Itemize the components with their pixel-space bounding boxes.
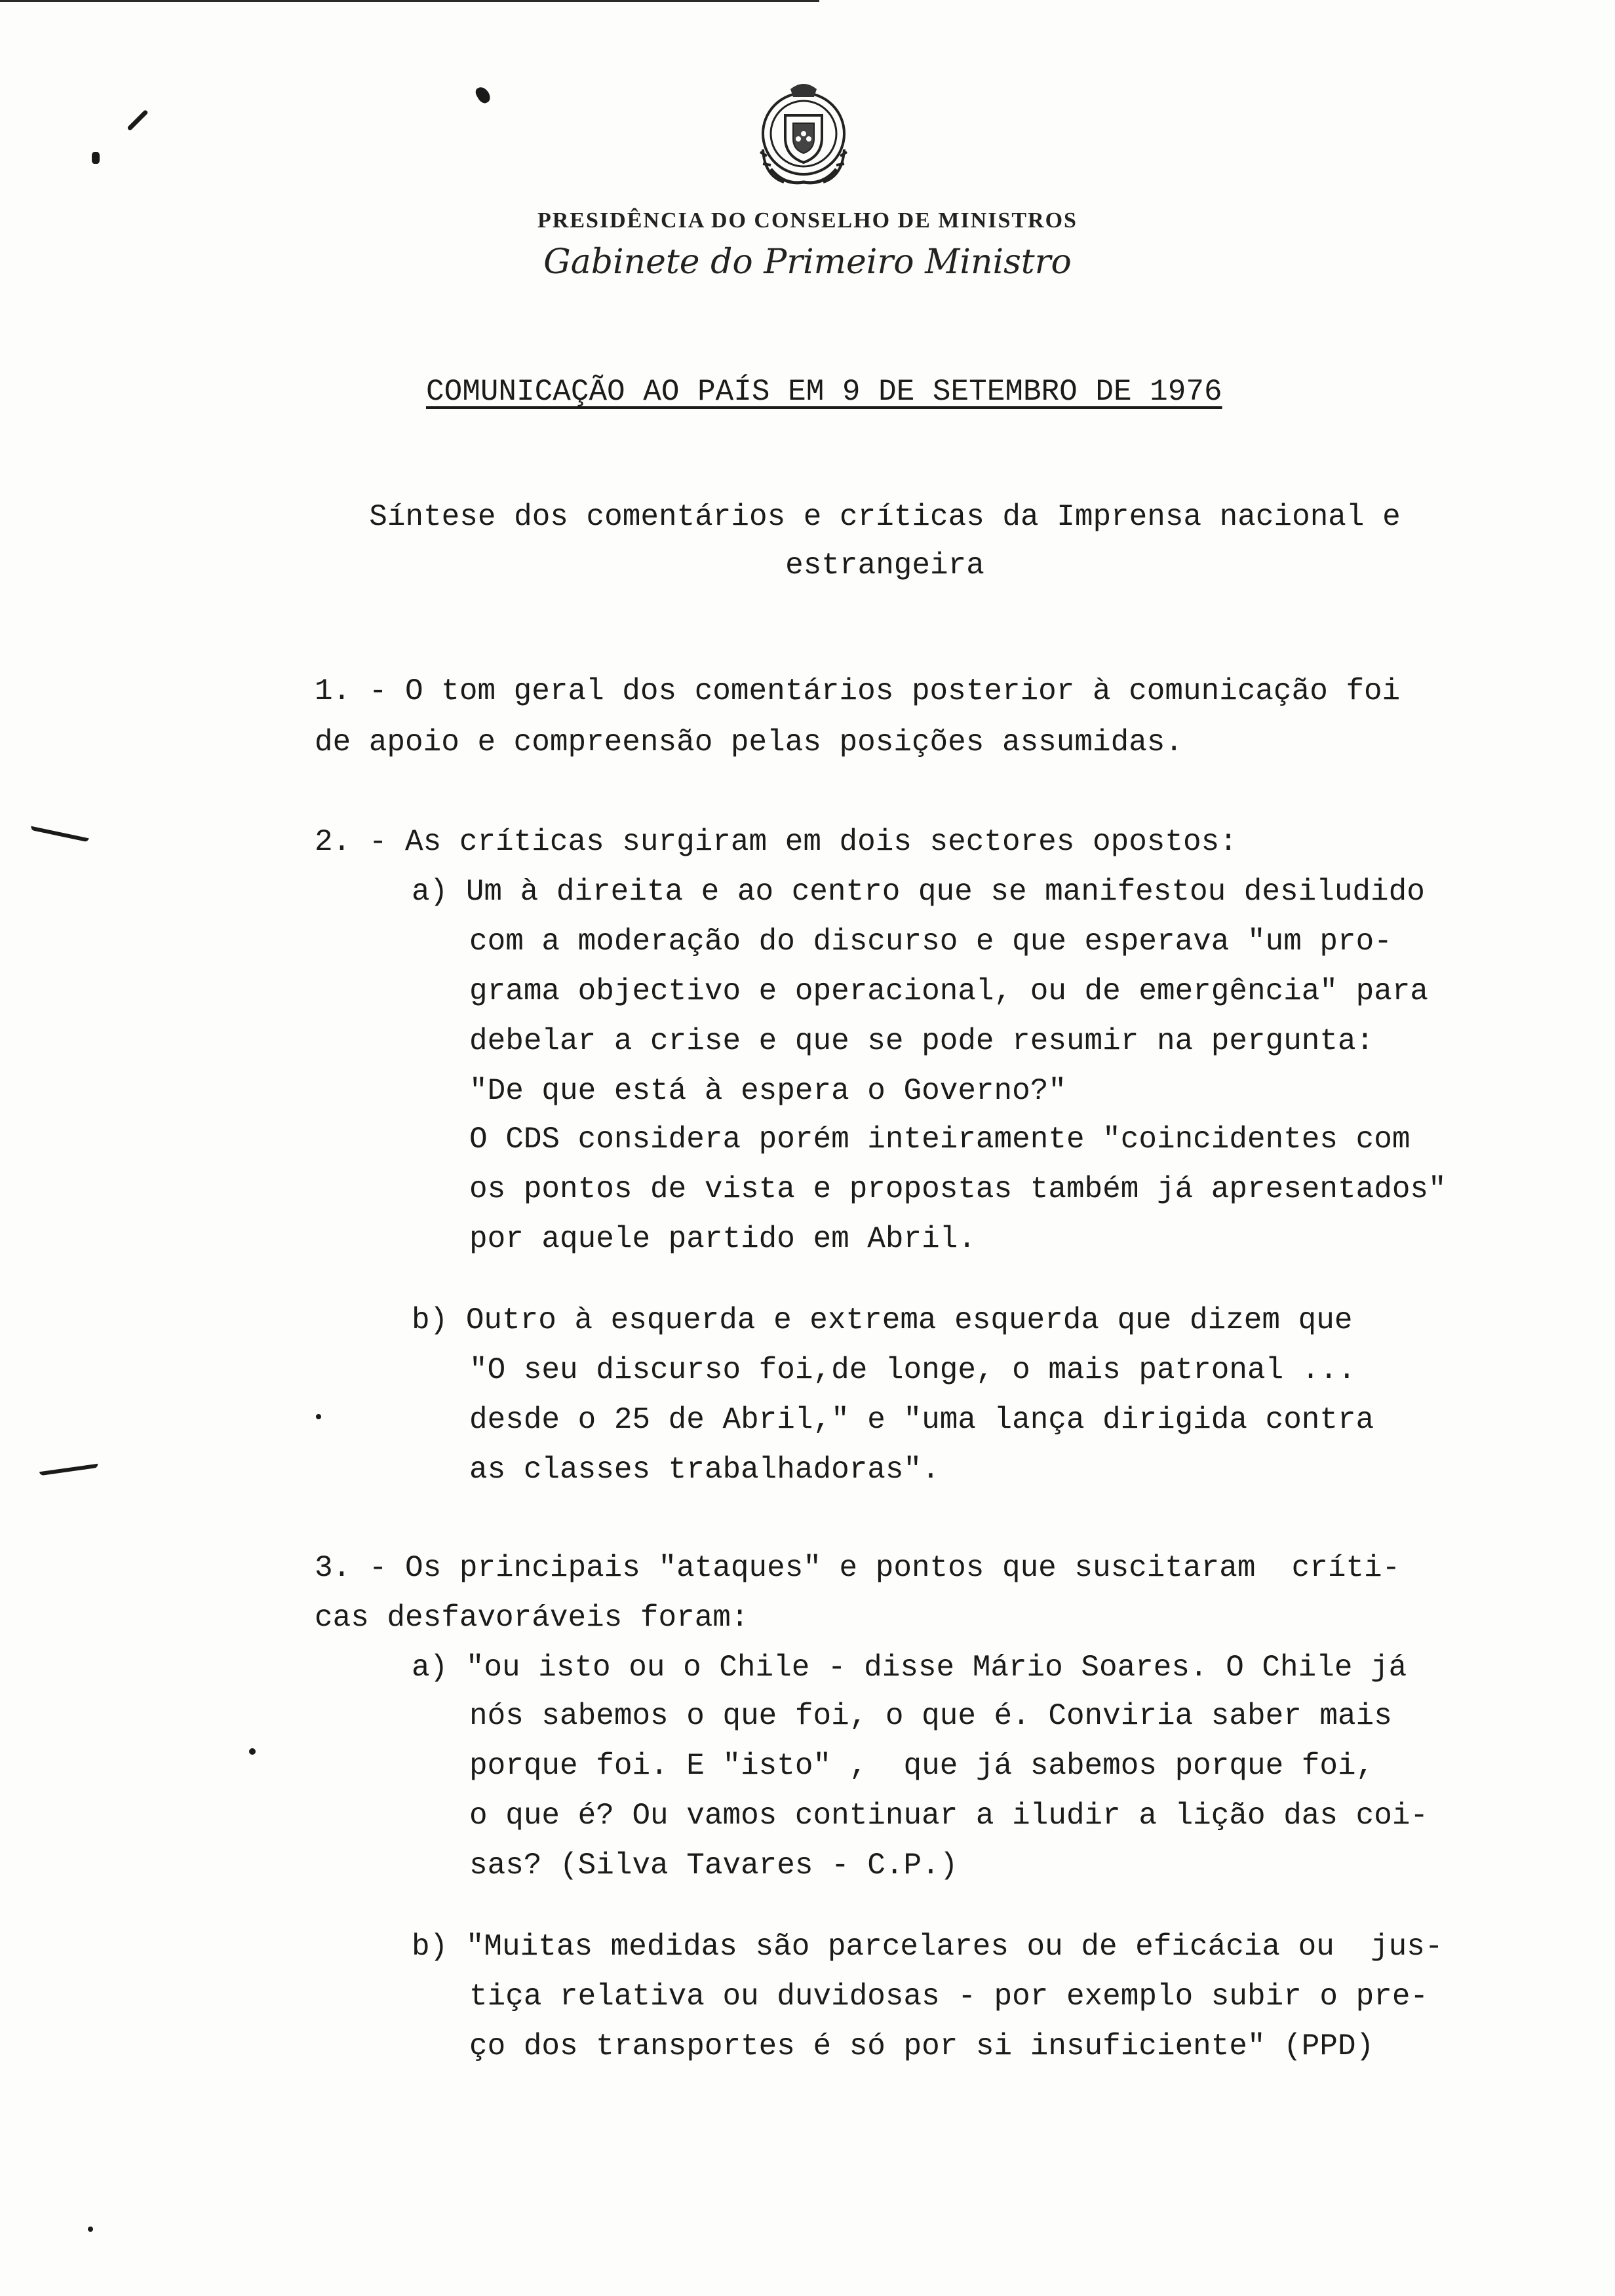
paragraph-3-line-2: cas desfavoráveis foram: [315,1601,749,1635]
scan-speck [126,109,148,131]
scan-speck [474,85,493,105]
paragraph-2a-line-4: debelar a crise e que se pode resumir na pergunta: [469,1024,1374,1058]
scan-speck [30,826,88,843]
paragraph-2b-line-4: as classes trabalhadoras". [469,1453,940,1487]
scan-speck [249,1748,256,1755]
paragraph-2a-line-3: grama objectivo e operacional, ou de emergência" para [469,974,1429,1008]
paragraph-3a-line-1: a) "ou isto ou o Chile - disse Mário Soares. O Chile já [412,1651,1407,1685]
top-edge-rule [0,0,819,2]
scan-speck [88,2227,93,2232]
paragraph-2a-line-1: a) Um à direita e ao centro que se manifestou desiludido [412,875,1425,909]
paragraph-2b-line-2: "O seu discurso foi,de longe, o mais patronal ... [469,1353,1356,1387]
paragraph-2b-line-3: desde o 25 de Abril," e "uma lança dirigida contra [469,1403,1374,1437]
scan-speck [316,1414,321,1419]
header-office: Gabinete do Primeiro Ministro [543,242,1072,282]
paragraph-2a-line-2: com a moderação do discurso e que esperava "um pro- [469,925,1392,959]
paragraph-2a-line-6: O CDS considera porém inteiramente "coincidentes com [469,1122,1411,1157]
header-organization: PRESIDÊNCIA DO CONSELHO DE MINISTROS [537,208,1078,233]
paragraph-3a-line-4: o que é? Ou vamos continuar a iludir a lição das coi- [469,1799,1429,1833]
document-title: COMUNICAÇÃO AO PAÍS EM 9 DE SETEMBRO DE 1976 [426,375,1222,409]
paragraph-2a-line-8: por aquele partido em Abril. [469,1222,976,1256]
paragraph-2a-line-5: "De que está à espera o Governo?" [469,1074,1066,1108]
scan-speck [39,1464,98,1476]
coat-of-arms-icon [745,77,863,195]
paragraph-2-heading: 2. - As críticas surgiram em dois sectores opostos: [315,825,1237,859]
paragraph-3b-line-3: ço dos transportes é só por si insuficiente" (PPD) [469,2029,1374,2063]
paragraph-3a-line-3: porque foi. E "isto" , que já sabemos porque foi, [469,1749,1374,1783]
paragraph-2a-line-7: os pontos de vista e propostas também já apresentados" [469,1172,1447,1206]
paragraph-1-line-1: 1. - O tom geral dos comentários posterior à comunicação foi [315,674,1401,708]
paragraph-3b-line-2: tiça relativa ou duvidosas - por exemplo subir o pre- [469,1980,1429,2014]
paragraph-3b-line-1: b) "Muitas medidas são parcelares ou de eficácia ou jus- [412,1930,1443,1964]
paragraph-3-line-1: 3. - Os principais "ataques" e pontos que suscitaram críti- [315,1551,1401,1585]
paragraph-3a-line-5: sas? (Silva Tavares - C.P.) [469,1848,958,1883]
paragraph-1-line-2: de apoio e compreensão pelas posições assumidas. [315,725,1184,759]
scan-speck [92,152,100,164]
document-subtitle: Síntese dos comentários e críticas da Imprensa nacional e estrangeira [369,500,1401,583]
paragraph-2b-line-1: b) Outro à esquerda e extrema esquerda que dizem que [412,1303,1353,1337]
paragraph-3a-line-2: nós sabemos o que foi, o que é. Conviria saber mais [469,1699,1392,1733]
